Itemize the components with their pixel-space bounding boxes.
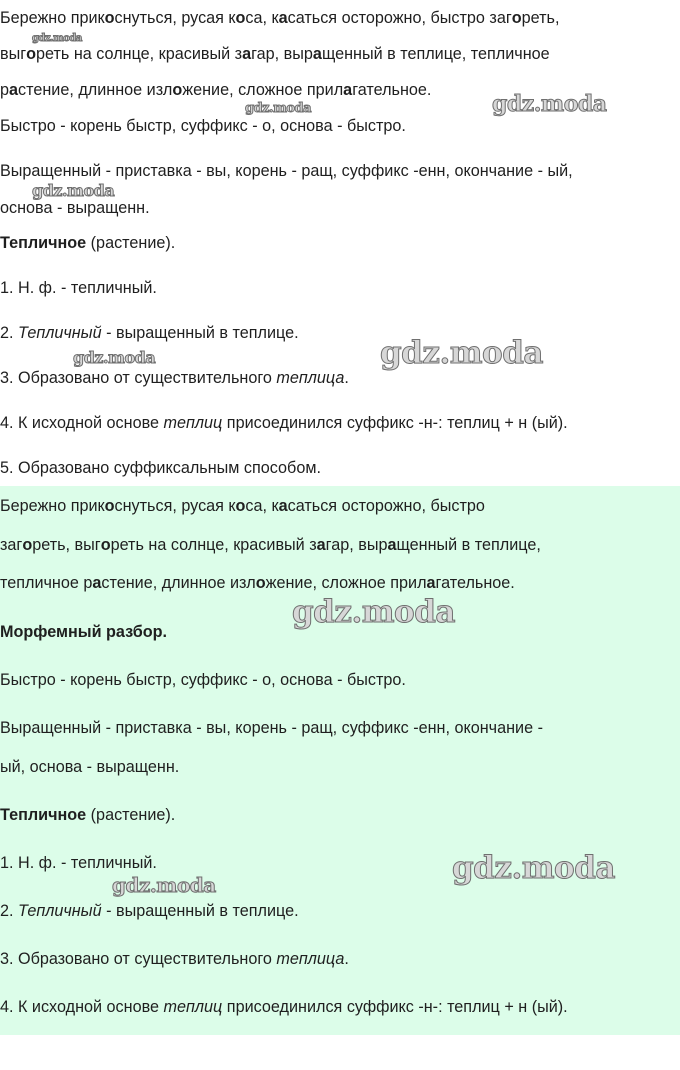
watermark: gdz.moda — [452, 850, 615, 886]
text-line: Бережно прикоснуться, русая коса, касаться осторожно, быстро загореть, — [0, 9, 560, 27]
text-line: Быстро - корень быстр, суффикс - о, основа - быстро. — [0, 117, 406, 135]
watermark: gdz.moda — [73, 348, 156, 367]
text-line: 4. К исходной основе теплиц присоединился суффикс -н-: теплиц + н (ый). — [0, 998, 568, 1016]
watermark: gdz.moda — [32, 33, 82, 44]
text-line: Тепличное (растение). — [0, 806, 176, 824]
watermark: gdz.moda — [492, 91, 607, 117]
text-line: 2. Тепличный - выращенный в теплице. — [0, 902, 299, 920]
watermark: gdz.moda — [32, 181, 115, 200]
watermark: gdz.moda — [292, 594, 455, 630]
text-line: 1. Н. ф. - тепличный. — [0, 279, 157, 297]
text-line: Выращенный - приставка - вы, корень - ращ, суффикс -енн, окончание - — [0, 719, 543, 737]
text-line: основа - выращенн. — [0, 199, 150, 217]
text-line: 3. Образовано от существительного теплица. — [0, 369, 349, 387]
watermark: gdz.moda — [380, 335, 543, 371]
text-line: растение, длинное изложение, сложное прилагательное. — [0, 81, 432, 99]
text-line: тепличное растение, длинное изложение, сложное прилагательное. — [0, 574, 515, 592]
text-line: загореть, выгореть на солнце, красивый загар, выращенный в теплице, — [0, 536, 541, 554]
text-line: 2. Тепличный - выращенный в теплице. — [0, 324, 299, 342]
text-line: Быстро - корень быстр, суффикс - о, основа - быстро. — [0, 671, 406, 689]
section-heading: Морфемный разбор. — [0, 623, 168, 641]
text-line: 5. Образовано суффиксальным способом. — [0, 459, 321, 477]
text-line: 4. К исходной основе теплиц присоединился суффикс -н-: теплиц + н (ый). — [0, 414, 568, 432]
text-line: Выращенный - приставка - вы, корень - ращ, суффикс -енн, окончание - ый, — [0, 162, 573, 180]
watermark: gdz.moda — [112, 873, 216, 897]
text-line: 1. Н. ф. - тепличный. — [0, 854, 157, 872]
text-line: 3. Образовано от существительного теплица. — [0, 950, 349, 968]
text-line: выгореть на солнце, красивый загар, выращенный в теплице, тепличное — [0, 45, 550, 63]
text-line: Бережно прикоснуться, русая коса, касаться осторожно, быстро — [0, 497, 485, 515]
text-line: Тепличное (растение). — [0, 234, 176, 252]
text-line: ый, основа - выращенн. — [0, 758, 180, 776]
watermark: gdz.moda — [245, 101, 312, 116]
